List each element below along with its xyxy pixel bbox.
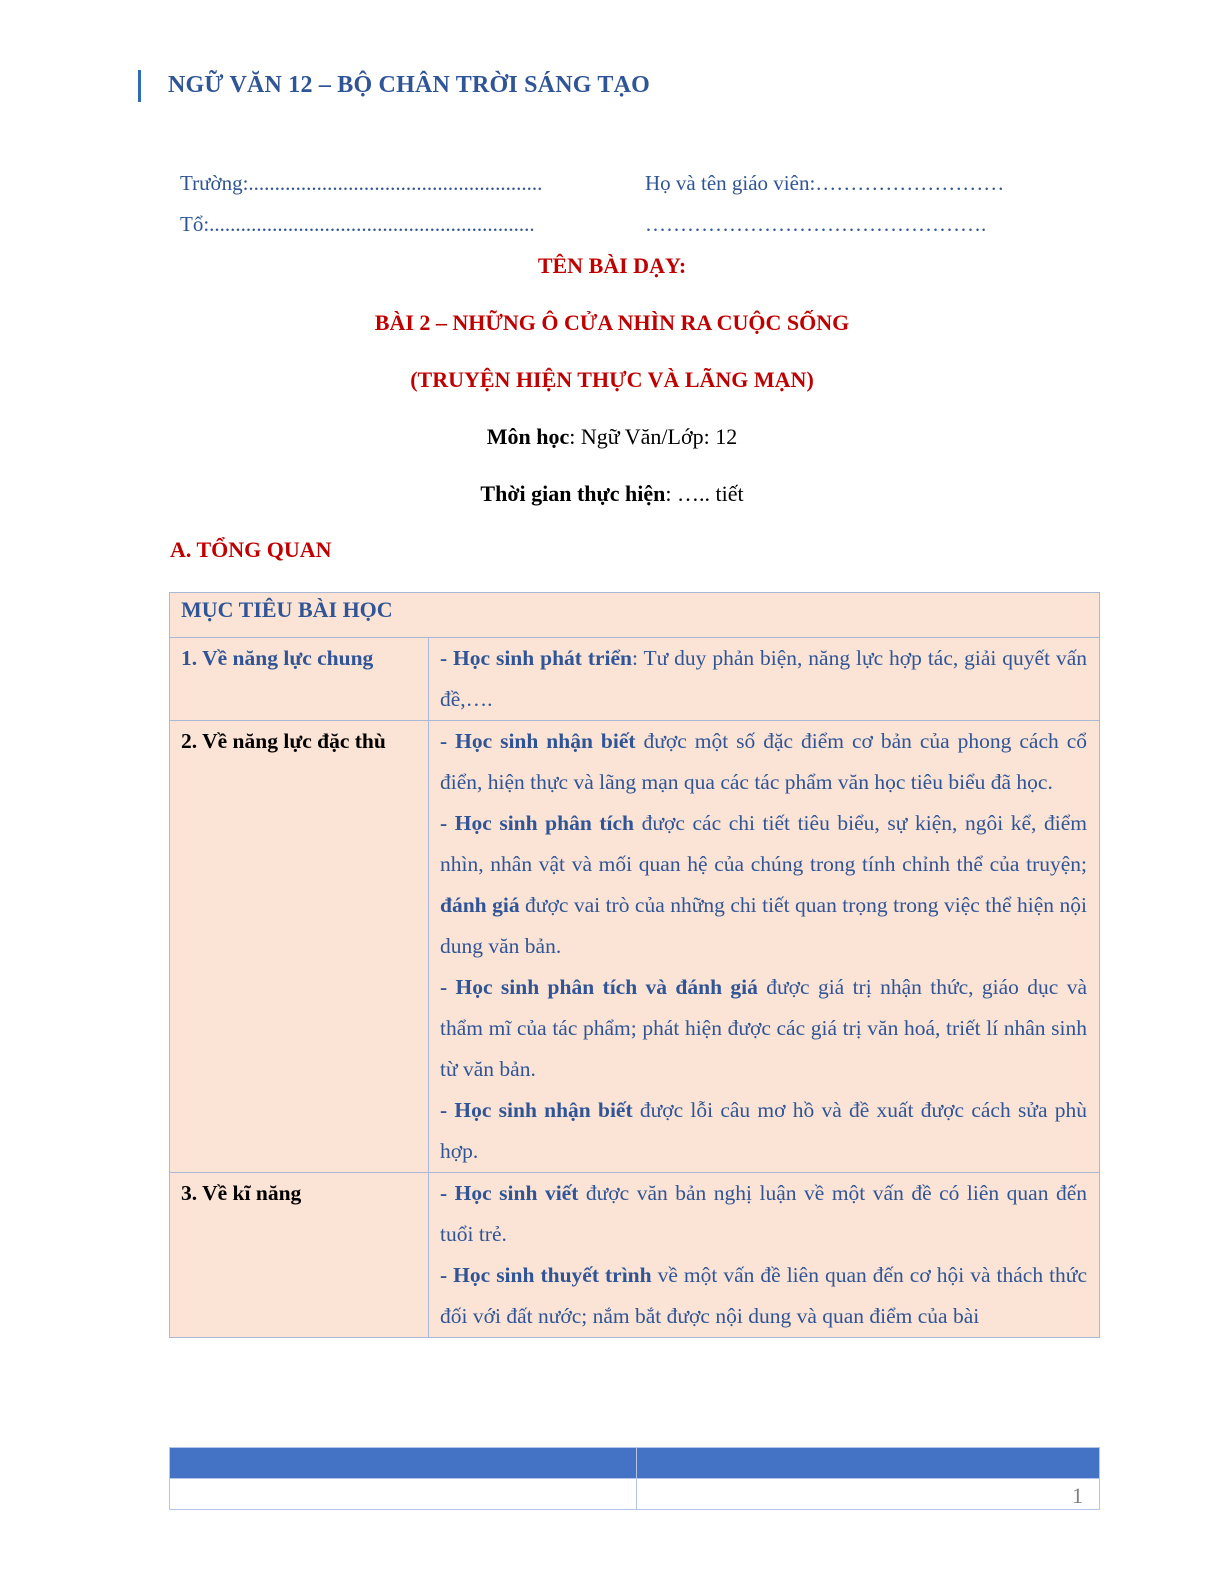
- content-paragraph: [440, 721, 1087, 803]
- header-accent-bar: [138, 70, 141, 102]
- subject-label: Môn học: [486, 424, 570, 449]
- paragraph-lead: - Học sinh nhận biết: [440, 729, 636, 753]
- row-content: [429, 638, 1100, 721]
- table-row: [170, 721, 1100, 1173]
- group-field: Tổ:..............................................................: [180, 212, 535, 236]
- paragraph-text: được văn bản nghị luận về một vấn đề có liên quan đến tuổi trẻ.: [440, 1181, 1087, 1246]
- subject-value: : Ngữ Văn/Lớp: 12: [569, 424, 738, 449]
- document-header-title: NGỮ VĂN 12 – BỘ CHÂN TRỜI SÁNG TẠO: [168, 72, 650, 98]
- content-paragraph: [440, 967, 1087, 1090]
- lesson-subtitle: (TRUYỆN HIỆN THỰC VÀ LÃNG MẠN): [410, 367, 814, 392]
- paragraph-text: được vai trò của những chi tiết quan trọng trong việc thể hiện nội dung văn bản.: [440, 893, 1087, 958]
- paragraph-emphasis: đánh giá: [440, 893, 520, 917]
- row-label: 3. Về kĩ năng: [170, 1173, 429, 1338]
- lesson-label: TÊN BÀI DẠY:: [537, 253, 687, 278]
- section-a-title: A. TỔNG QUAN: [170, 537, 332, 562]
- lesson-title: BÀI 2 – NHỮNG Ô CỬA NHÌN RA CUỘC SỐNG: [374, 310, 850, 335]
- subject-line: [0, 424, 1224, 450]
- school-field: Trường:........................................................: [180, 171, 543, 195]
- footer-cell: [170, 1448, 637, 1479]
- row-label: 1. Về năng lực chung: [170, 638, 429, 721]
- paragraph-lead: - Học sinh thuyết trình: [440, 1263, 652, 1287]
- objectives-table: [169, 592, 1100, 1338]
- table-row: [170, 638, 1100, 721]
- time-label: Thời gian thực hiện: [480, 481, 666, 506]
- page-number: 1: [1072, 1483, 1083, 1508]
- time-line: [0, 481, 1224, 507]
- footer-body-row: [170, 1479, 1100, 1510]
- table-row: [170, 1173, 1100, 1338]
- row-content: [429, 721, 1100, 1173]
- content-paragraph: [440, 803, 1087, 967]
- footer-cell: [637, 1479, 1100, 1510]
- paragraph-text: : Tư duy phản biện, năng lực hợp tác, giải quyết vấn đề,….: [440, 646, 1087, 711]
- footer-cell: [637, 1448, 1100, 1479]
- footer-table: [169, 1447, 1100, 1510]
- paragraph-lead: - Học sinh nhận biết: [440, 1098, 633, 1122]
- teacher-name-continuation: ………………………………………….: [645, 212, 987, 236]
- content-paragraph: [440, 1255, 1087, 1337]
- content-paragraph: [440, 1090, 1087, 1172]
- footer-header-row: [170, 1448, 1100, 1479]
- row-content: [429, 1173, 1100, 1338]
- teacher-name-field: Họ và tên giáo viên:………………………: [645, 171, 1005, 195]
- paragraph-text: được lỗi câu mơ hồ và đề xuất được cách sửa phù hợp.: [440, 1098, 1087, 1163]
- content-paragraph: [440, 1173, 1087, 1255]
- footer-cell: [170, 1479, 637, 1510]
- paragraph-text: được giá trị nhận thức, giáo dục và thẩm mĩ của tác phẩm; phát hiện được các giá trị văn hoá, triết lí nhân sinh từ văn bản.: [440, 975, 1087, 1081]
- paragraph-text: được một số đặc điểm cơ bản của phong cách cổ điển, hiện thực và lãng mạn qua các tác phẩm văn học tiêu biểu đã học.: [440, 729, 1087, 794]
- paragraph-lead: - Học sinh phân tích và đánh giá: [440, 975, 758, 999]
- row-label: 2. Về năng lực đặc thù: [170, 721, 429, 1173]
- paragraph-text: về một vấn đề liên quan đến cơ hội và thách thức đối với đất nước; nắm bắt được nội dung và quan điểm của bài: [440, 1263, 1087, 1328]
- objectives-header: MỤC TIÊU BÀI HỌC: [170, 593, 1100, 638]
- content-paragraph: [440, 638, 1087, 720]
- paragraph-lead: - Học sinh phát triển: [440, 646, 633, 670]
- paragraph-lead: - Học sinh viết: [440, 1181, 579, 1205]
- objectives-header-row: [170, 593, 1100, 638]
- paragraph-lead: - Học sinh phân tích: [440, 811, 635, 835]
- paragraph-text: được các chi tiết tiêu biểu, sự kiện, ngôi kể, điểm nhìn, nhân vật và mối quan hệ của chúng trong tính chỉnh thể của truyện;: [440, 811, 1087, 876]
- time-value: : ….. tiết: [665, 481, 744, 506]
